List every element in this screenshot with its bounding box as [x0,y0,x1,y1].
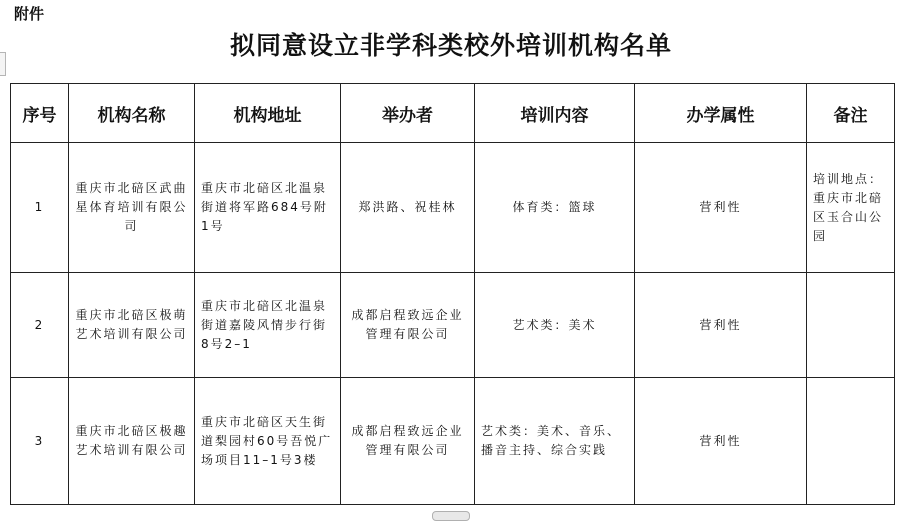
cell-sponsor: 成都启程致远企业管理有限公司 [341,378,475,505]
header-attribute: 办学属性 [635,84,807,143]
institution-table [10,83,895,505]
header-content: 培训内容 [475,84,635,143]
page-edge-handle[interactable] [0,52,6,76]
cell-address: 重庆市北碚区天生街道梨园村60号吾悦广场项目11–1号3楼 [195,378,341,505]
cell-sponsor: 成都启程致远企业管理有限公司 [341,273,475,378]
cell-sponsor: 郑洪路、祝桂林 [341,143,475,273]
cell-no: 3 [11,378,69,505]
attachment-label: 附件 [14,5,45,23]
cell-name: 重庆市北碚区极趣艺术培训有限公司 [69,378,195,505]
cell-address: 重庆市北碚区北温泉街道将军路684号附1号 [195,143,341,273]
cell-address: 重庆市北碚区北温泉街道嘉陵风情步行街8号2–1 [195,273,341,378]
header-address: 机构地址 [195,84,341,143]
cell-remark [807,378,895,505]
page-title: 拟同意设立非学科类校外培训机构名单 [229,31,672,60]
horizontal-scrollbar-thumb[interactable] [432,511,470,521]
cell-content: 艺术类：美术 [475,273,635,378]
table-row [11,378,895,505]
cell-name: 重庆市北碚区极萌艺术培训有限公司 [69,273,195,378]
cell-no: 2 [11,273,69,378]
header-sponsor: 举办者 [341,84,475,143]
cell-content: 体育类：篮球 [475,143,635,273]
cell-remark [807,273,895,378]
table-row [11,143,895,273]
table-header-row [11,84,895,143]
header-no: 序号 [11,84,69,143]
header-name: 机构名称 [69,84,195,143]
cell-name: 重庆市北碚区武曲星体育培训有限公司 [69,143,195,273]
cell-attribute: 营利性 [635,143,807,273]
cell-remark: 培训地点：重庆市北碚区玉合山公园 [807,143,895,273]
header-remark: 备注 [807,84,895,143]
cell-attribute: 营利性 [635,273,807,378]
cell-content: 艺术类：美术、音乐、播音主持、综合实践 [475,378,635,505]
table-row [11,273,895,378]
cell-attribute: 营利性 [635,378,807,505]
cell-no: 1 [11,143,69,273]
